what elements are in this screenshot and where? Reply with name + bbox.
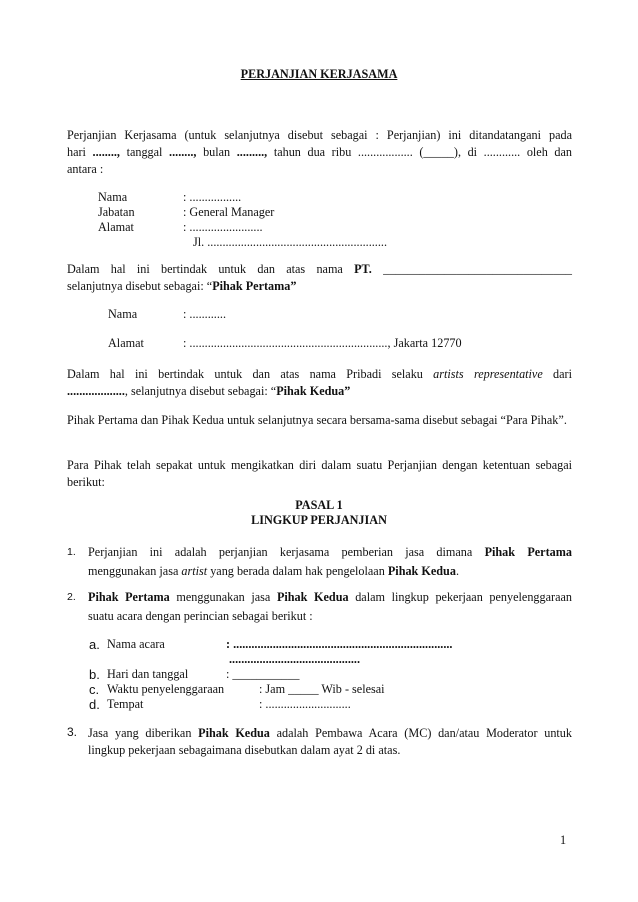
sub-item-c-value: : Jam _____ Wib - selesai [259,682,385,696]
acting-private-line-2: ..................., selanjutnya disebut sebagai: “Pihak Kedua” [67,384,351,398]
sub-item-a-label: Nama acara [107,637,165,651]
clause-2-line-2: suatu acara dengan perincian sebagai berikut : [88,609,313,623]
intro-line-2: hari ........, tanggal ........, bulan ........., tahun dua ribu .................. (_____), di ............ oleh dan [67,145,573,159]
sub-item-d-value: : ............................ [259,697,351,711]
pasal-number: PASAL 1 [295,498,343,512]
field-value-nama: : ................. [183,190,242,204]
field-label-jabatan: Jabatan [98,205,135,219]
field-value-jabatan: : General Manager [183,205,275,219]
both-parties-paragraph: Pihak Pertama dan Pihak Kedua untuk selanjutnya secara bersama-sama disebut sebagai “Para Pihak”. [67,413,567,427]
sub-item-d-label: Tempat [107,697,144,711]
clause-3-line-1: Jasa yang diberikan Pihak Kedua adalah Pembawa Acara (MC) dan/atau Moderator untuk [88,726,572,740]
field-value-alamat: : ........................ [183,220,263,234]
sub-item-a-value-cont: ........................................... [229,652,361,666]
sub-item-d-letter: d. [89,697,100,712]
field-label-nama: Nama [98,190,128,204]
sub-item-b-label: Hari dan tanggal [107,667,189,681]
second-label-nama: Nama [108,307,138,321]
agreement-intro-paragraph: Para Pihak telah sepakat untuk mengikatkan diri dalam suatu Perjanjian dengan ketentuan sebagai berikut: [67,458,572,489]
clause-1-line-2: menggunakan jasa artist yang berada dalam hak pengelolaan Pihak Kedua. [88,564,459,578]
clause-3-line-2: lingkup pekerjaan sebagaimana disebutkan dalam ayat 2 di atas. [88,743,401,757]
acting-pt-line-2: selanjutnya disebut sebagai: “Pihak Pertama” [67,279,297,293]
second-label-alamat: Alamat [108,336,144,350]
clause-3-number: 3. [67,725,78,739]
address-line: Jl. ........................................................... [193,235,387,249]
second-value-alamat: : ................................................................., Jakarta 12770 [183,336,462,350]
sub-item-a-value: : ........................................................................ [226,637,453,651]
pasal-heading: LINGKUP PERJANJIAN [251,513,387,527]
acting-private-line-1: Dalam hal ini bertindak untuk dan atas nama Pribadi selaku artists representative dari [67,367,572,381]
sub-item-a-letter: a. [89,637,100,652]
sub-item-c-label: Waktu penyelenggaraan [107,682,225,696]
sub-item-b-letter: b. [89,667,100,682]
clause-2-line-1: Pihak Pertama menggunakan jasa Pihak Kedua dalam lingkup pekerjaan penyelenggaraan [88,590,572,604]
intro-line-3: antara : [67,162,104,176]
intro-line-1: Perjanjian Kerjasama (untuk selanjutnya disebut sebagai : Perjanjian) ini ditandatangani pada [67,128,572,142]
clause-2-number: 2. [67,591,76,603]
document-title: PERJANJIAN KERJASAMA [240,67,398,81]
page-number: 1 [560,833,567,847]
field-label-alamat: Alamat [98,220,134,234]
sub-item-b-value: : ___________ [226,667,300,681]
clause-1-line-1: Perjanjian ini adalah perjanjian kerjasama pemberian jasa dimana Pihak Pertama [88,545,572,559]
clause-1-number: 1. [67,546,76,558]
acting-pt-line-1: Dalam hal ini bertindak untuk dan atas nama PT. _______________________________ [67,262,573,276]
sub-item-c-letter: c. [89,682,100,697]
second-value-nama: : ............ [183,307,226,321]
